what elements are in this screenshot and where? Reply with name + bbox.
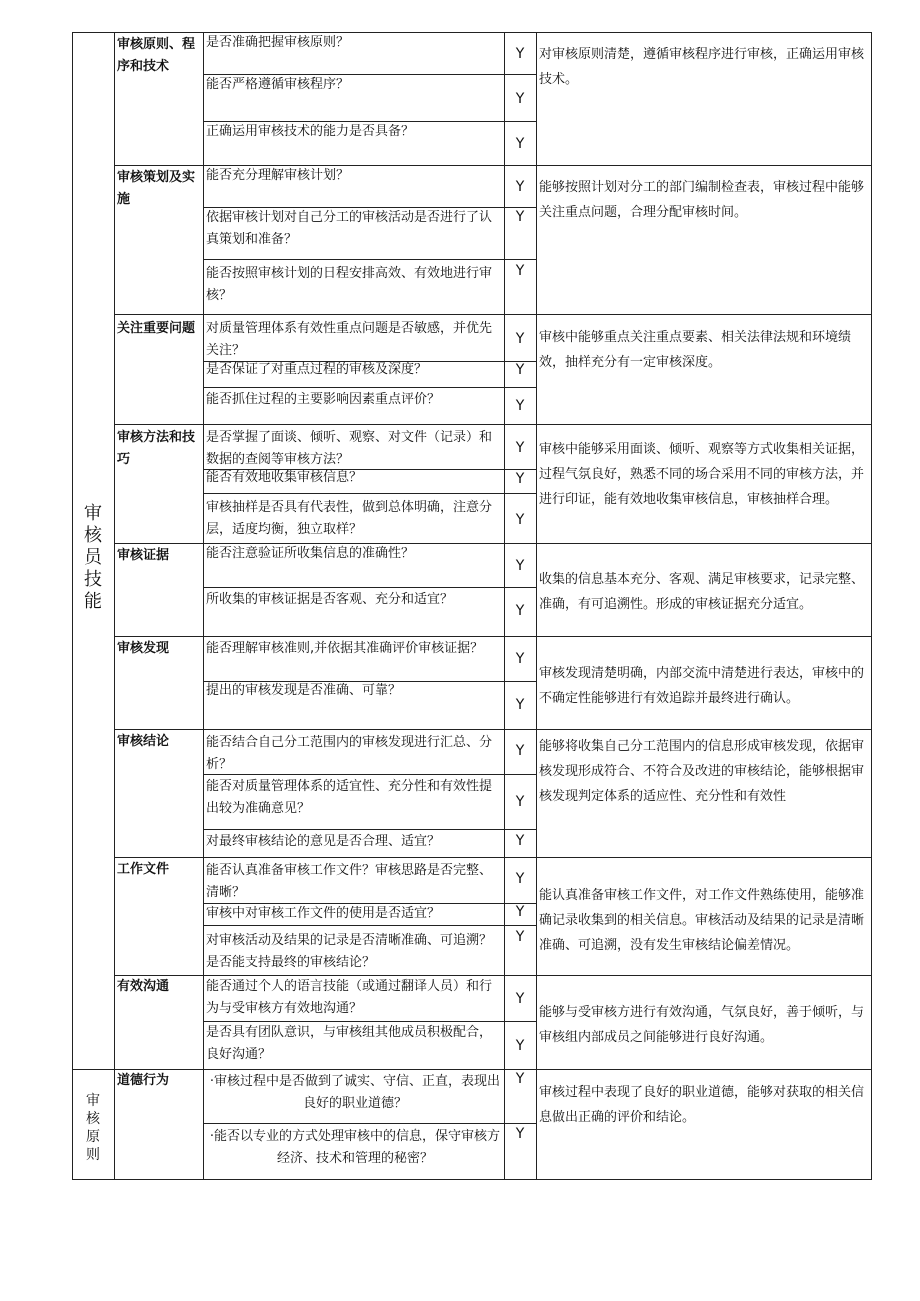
answer-mark: Y: [515, 697, 525, 713]
answer-mark: Y: [515, 362, 525, 378]
remark-text: 能认真准备审核工作文件，对工作文件熟练使用，能够准确记录收集到的相关信息。审核活动及结果的记录是清晰准确、可追溯，没有发生审核结论偏差情况。: [539, 888, 865, 953]
question-text: 是否保证了对重点过程的审核及深度？: [206, 362, 428, 377]
question-text: 正确运用审核技术的能力是否具备？: [206, 124, 415, 139]
answer-mark: Y: [515, 512, 525, 528]
question-text: 能否通过个人的语言技能（或通过翻译人员）和行为与受审核方有效地沟通？: [206, 979, 493, 1016]
category-label: 审核原则、程序和技术: [117, 37, 196, 74]
question-text: 能否注意验证所收集信息的准确性？: [206, 546, 415, 561]
question-text: 能否充分理解审核计划？: [206, 168, 350, 183]
category-label: 审核方法和技巧: [117, 430, 196, 467]
question-text: 是否掌握了面谈、倾听、观察、对文件（记录）和数据的查阅等审核方法？: [206, 430, 493, 467]
remark-text: 能够与受审核方进行有效沟通，气氛良好，善于倾听，与审核组内部成员之间能够进行良好沟通。: [539, 1005, 865, 1045]
answer-mark: Y: [515, 263, 525, 279]
question-text: 能否有效地收集审核信息？: [206, 470, 363, 485]
question-text: 能否理解审核准则,并依据其准确评价审核证据？: [206, 641, 484, 656]
remark-text: 审核中能够采用面谈、倾听、观察等方式收集相关证据，过程气氛良好，熟悉不同的场合采用不同的审核方法，并进行印证，能有效地收集审核信息，审核抽样合理。: [539, 442, 865, 507]
question-text: ·审核过程中是否做到了诚实、守信、正直，表现出良好的职业道德？: [209, 1074, 501, 1111]
answer-mark: Y: [515, 1038, 525, 1054]
answer-mark: Y: [515, 209, 525, 225]
answer-mark: Y: [515, 1126, 525, 1142]
answer-mark: Y: [515, 331, 525, 347]
answer-mark: Y: [515, 904, 525, 920]
question-text: 审核抽样是否具有代表性，做到总体明确，注意分层，适度均衡，独立取样？: [206, 500, 493, 537]
answer-mark: Y: [515, 603, 525, 619]
question-text: 所收集的审核证据是否客观、充分和适宜？: [206, 592, 454, 607]
question-text: 依据审核计划对自己分工的审核活动是否进行了认真策划和准备？: [206, 210, 493, 247]
answer-mark: Y: [515, 651, 525, 667]
category-label: 审核发现: [117, 641, 170, 656]
answer-mark: Y: [515, 833, 525, 849]
answer-mark: Y: [515, 440, 525, 456]
category-label: 有效沟通: [117, 979, 170, 994]
remark-text: 审核发现清楚明确，内部交流中清楚进行表达，审核中的不确定性能够进行有效追踪并最终进行确认。: [539, 666, 865, 706]
answer-mark: Y: [515, 794, 525, 810]
answer-mark: Y: [515, 1071, 525, 1087]
question-text: 对质量管理体系有效性重点问题是否敏感，并优先关注？: [206, 321, 493, 358]
remark-text: 能够按照计划对分工的部门编制检查表，审核过程中能够关注重点问题，合理分配审核时间。: [539, 180, 865, 220]
answer-mark: Y: [515, 398, 525, 414]
category-label: 工作文件: [117, 862, 170, 877]
answer-mark: Y: [515, 871, 525, 887]
answer-mark: Y: [515, 91, 525, 107]
answer-mark: Y: [515, 929, 525, 945]
category-label: 道德行为: [117, 1073, 170, 1088]
answer-mark: Y: [515, 179, 525, 195]
remark-text: 审核过程中表现了良好的职业道德，能够对获取的相关信息做出正确的评价和结论。: [539, 1085, 865, 1125]
question-text: 提出的审核发现是否准确、可靠？: [206, 683, 402, 698]
remark-text: 能够将收集自己分工范围内的信息形成审核发现，依据审核发现形成符合、不符合及改进的审核结论，能够根据审核发现判定体系的适应性、充分性和有效性: [539, 739, 865, 804]
section-label-skills: 审核员技能: [84, 503, 102, 612]
category-label: 审核结论: [117, 734, 170, 749]
question-text: ·能否以专业的方式处理审核中的信息，保守审核方经济、技术和管理的秘密？: [209, 1129, 501, 1166]
answer-mark: Y: [515, 743, 525, 759]
category-label: 审核证据: [117, 548, 170, 563]
section-label-principles: 审核原则: [86, 1093, 100, 1163]
answer-mark: Y: [515, 46, 525, 62]
question-text: 能否结合自己分工范围内的审核发现进行汇总、分析？: [206, 735, 493, 772]
remark-text: 审核中能够重点关注重点要素、相关法律法规和环境绩效，抽样充分有一定审核深度。: [539, 330, 852, 370]
question-text: 能否对质量管理体系的适宜性、充分性和有效性提出较为准确意见？: [206, 779, 493, 816]
question-text: 是否准确把握审核原则？: [206, 35, 350, 50]
remark-text: 收集的信息基本充分、客观、满足审核要求，记录完整、准确，有可追溯性。形成的审核证据充分适宜。: [539, 572, 865, 612]
category-label: 审核策划及实施: [117, 170, 196, 207]
remark-text: 对审核原则清楚，遵循审核程序进行审核，正确运用审核技术。: [539, 47, 865, 87]
answer-mark: Y: [515, 136, 525, 152]
question-text: 对最终审核结论的意见是否合理、适宜？: [206, 834, 441, 849]
answer-mark: Y: [515, 558, 525, 574]
answer-mark: Y: [515, 991, 525, 1007]
question-text: 能否认真准备审核工作文件？审核思路是否完整、清晰？: [206, 863, 493, 900]
question-text: 是否具有团队意识，与审核组其他成员积极配合，良好沟通？: [206, 1025, 493, 1062]
question-text: 对审核活动及结果的记录是否清晰准确、可追溯？是否能支持最终的审核结论？: [206, 933, 493, 970]
question-text: 能否抓住过程的主要影响因素重点评价？: [206, 392, 441, 407]
question-text: 能否严格遵循审核程序？: [206, 77, 350, 92]
answer-mark: Y: [515, 471, 525, 487]
category-label: 关注重要问题: [117, 321, 196, 336]
question-text: 审核中对审核工作文件的使用是否适宜？: [206, 906, 441, 921]
question-text: 能否按照审核计划的日程安排高效、有效地进行审核？: [206, 266, 493, 303]
